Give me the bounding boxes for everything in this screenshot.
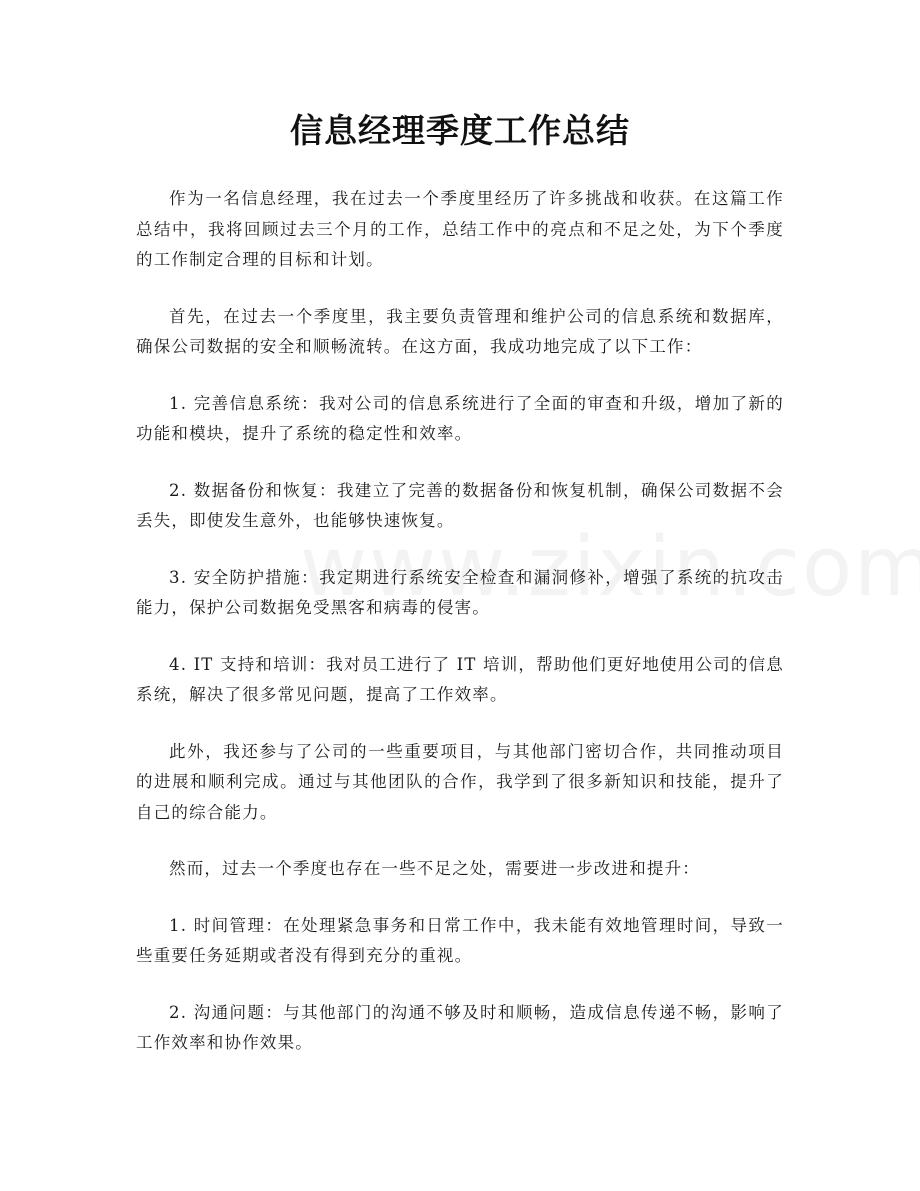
list-item-shortcoming-1: 1. 时间管理：在处理紧急事务和日常工作中，我未能有效地管理时间，导致一些重要任务延期或者没有得到充分的重视。 <box>136 915 784 965</box>
list-item-achievement-4: 4. IT 支持和培训：我对员工进行了 IT 培训，帮助他们更好地使用公司的信息系统，解决了很多常见问题，提高了工作效率。 <box>136 654 784 704</box>
document-body <box>136 184 784 1085</box>
paragraph-shortcomings: 然而，过去一个季度也存在一些不足之处，需要进一步改进和提升： <box>169 859 700 878</box>
list-item-achievement-1: 1. 完善信息系统：我对公司的信息系统进行了全面的审查和升级，增加了新的功能和模块，提升了系统的稳定性和效率。 <box>136 393 784 443</box>
list-item-shortcoming-2: 2. 沟通问题：与其他部门的沟通不够及时和顺畅，造成信息传递不畅，影响了工作效率和协作效果。 <box>136 1002 784 1052</box>
paragraph-intro: 作为一名信息经理，我在过去一个季度里经历了许多挑战和收获。在这篇工作总结中，我将回顾过去三个月的工作，总结工作中的亮点和不足之处，为下个季度的工作制定合理的目标和计划。 <box>136 189 784 269</box>
paragraph-projects: 此外，我还参与了公司的一些重要项目，与其他部门密切合作，共同推动项目的进展和顺利完成。通过与其他团队的合作，我学到了很多新知识和技能，提升了自己的综合能力。 <box>136 741 784 822</box>
list-item-achievement-3: 3. 安全防护措施：我定期进行系统安全检查和漏洞修补，增强了系统的抗攻击能力，保护公司数据免受黑客和病毒的侵害。 <box>136 567 784 617</box>
list-item-achievement-2: 2. 数据备份和恢复：我建立了完善的数据备份和恢复机制，确保公司数据不会丢失，即使发生意外，也能够快速恢复。 <box>136 480 784 530</box>
document-title: 信息经理季度工作总结 <box>290 111 630 150</box>
paragraph-responsibilities: 首先，在过去一个季度里，我主要负责管理和维护公司的信息系统和数据库，确保公司数据的安全和顺畅流转。在这方面，我成功地完成了以下工作： <box>136 306 784 356</box>
